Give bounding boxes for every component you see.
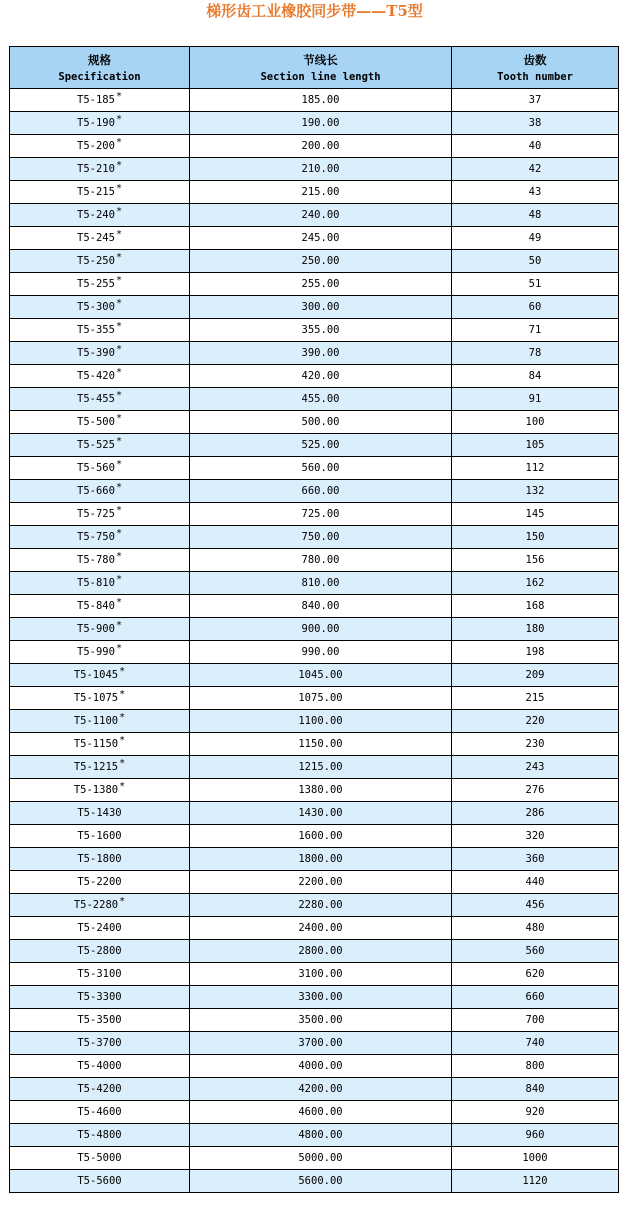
cell-section-line-length: 2400.00: [190, 917, 452, 940]
cell-section-line-length: 210.00: [190, 158, 452, 181]
cell-section-line-length: 3500.00: [190, 1009, 452, 1032]
asterisk-mark: *: [119, 758, 126, 769]
cell-tooth-number: 145: [452, 503, 619, 526]
asterisk-mark: *: [115, 137, 122, 148]
cell-tooth-number: 180: [452, 618, 619, 641]
asterisk-mark: *: [119, 712, 126, 723]
cell-specification: [10, 710, 190, 733]
cell-specification: [10, 894, 190, 917]
spec-value: T5-215: [77, 186, 115, 198]
spec-value: T5-1430: [77, 807, 122, 819]
cell-specification: [10, 204, 190, 227]
cell-section-line-length: 420.00: [190, 365, 452, 388]
asterisk-mark: *: [115, 91, 122, 102]
cell-specification: [10, 250, 190, 273]
asterisk-mark: *: [115, 390, 122, 401]
spec-value: T5-1100: [73, 715, 119, 727]
table-row: [10, 457, 619, 480]
spec-value: T5-185: [77, 94, 115, 106]
cell-specification: [10, 158, 190, 181]
cell-specification: [10, 135, 190, 158]
cell-tooth-number: 920: [452, 1101, 619, 1124]
spec-value: T5-990: [77, 646, 115, 658]
table-row: [10, 848, 619, 871]
spec-value: T5-750: [77, 531, 115, 543]
spec-value: T5-455: [77, 393, 115, 405]
asterisk-mark: *: [115, 643, 122, 654]
table-row: [10, 411, 619, 434]
table-row: [10, 204, 619, 227]
spec-value: T5-1045: [73, 669, 119, 681]
cell-section-line-length: 1380.00: [190, 779, 452, 802]
asterisk-mark: *: [119, 735, 126, 746]
cell-section-line-length: 255.00: [190, 273, 452, 296]
cell-specification: [10, 940, 190, 963]
table-row: [10, 963, 619, 986]
table-header: [10, 47, 619, 89]
asterisk-mark: *: [119, 896, 126, 907]
spec-value: T5-1150: [73, 738, 119, 750]
asterisk-mark: *: [115, 206, 122, 217]
cell-specification: [10, 319, 190, 342]
cell-tooth-number: 243: [452, 756, 619, 779]
header-tooth-number: [452, 47, 619, 89]
cell-specification: [10, 365, 190, 388]
cell-section-line-length: 560.00: [190, 457, 452, 480]
table-row: [10, 641, 619, 664]
asterisk-mark: *: [119, 666, 126, 677]
cell-section-line-length: 5600.00: [190, 1170, 452, 1193]
cell-section-line-length: 240.00: [190, 204, 452, 227]
cell-section-line-length: 3700.00: [190, 1032, 452, 1055]
asterisk-mark: *: [115, 275, 122, 286]
cell-specification: [10, 986, 190, 1009]
cell-section-line-length: 250.00: [190, 250, 452, 273]
spec-value: T5-725: [77, 508, 115, 520]
table-row: [10, 227, 619, 250]
table-row: [10, 1055, 619, 1078]
asterisk-mark: *: [115, 114, 122, 125]
cell-section-line-length: 2800.00: [190, 940, 452, 963]
cell-section-line-length: 185.00: [190, 89, 452, 112]
cell-section-line-length: 1100.00: [190, 710, 452, 733]
spec-value: T5-2280: [73, 899, 119, 911]
spec-value: T5-1380: [73, 784, 119, 796]
header-label-en: Specification: [58, 70, 141, 83]
asterisk-mark: *: [115, 620, 122, 631]
header-label-en: Section line length: [260, 70, 381, 83]
asterisk-mark: *: [115, 160, 122, 171]
cell-specification: [10, 871, 190, 894]
cell-section-line-length: 1150.00: [190, 733, 452, 756]
asterisk-mark: *: [115, 367, 122, 378]
cell-tooth-number: 215: [452, 687, 619, 710]
cell-section-line-length: 355.00: [190, 319, 452, 342]
asterisk-mark: *: [115, 459, 122, 470]
cell-tooth-number: 78: [452, 342, 619, 365]
cell-section-line-length: 500.00: [190, 411, 452, 434]
cell-specification: [10, 825, 190, 848]
table-row: [10, 365, 619, 388]
cell-section-line-length: 990.00: [190, 641, 452, 664]
cell-tooth-number: 209: [452, 664, 619, 687]
table-row: [10, 250, 619, 273]
table-row: [10, 526, 619, 549]
spec-value: T5-5000: [77, 1152, 122, 1164]
cell-tooth-number: 740: [452, 1032, 619, 1055]
cell-specification: [10, 756, 190, 779]
table-row: [10, 664, 619, 687]
cell-section-line-length: 900.00: [190, 618, 452, 641]
cell-tooth-number: 84: [452, 365, 619, 388]
table-row: [10, 1009, 619, 1032]
header-label-zh: 节线长: [303, 52, 338, 67]
cell-section-line-length: 660.00: [190, 480, 452, 503]
spec-value: T5-4200: [77, 1083, 122, 1095]
cell-tooth-number: 840: [452, 1078, 619, 1101]
table-row: [10, 572, 619, 595]
cell-section-line-length: 1075.00: [190, 687, 452, 710]
cell-specification: [10, 296, 190, 319]
cell-tooth-number: 1120: [452, 1170, 619, 1193]
cell-tooth-number: 48: [452, 204, 619, 227]
table-row: [10, 89, 619, 112]
cell-tooth-number: 168: [452, 595, 619, 618]
spec-value: T5-190: [77, 117, 115, 129]
header-section-line-length: [190, 47, 452, 89]
spec-value: T5-3500: [77, 1014, 122, 1026]
cell-specification: [10, 480, 190, 503]
cell-tooth-number: 360: [452, 848, 619, 871]
table-row: [10, 1078, 619, 1101]
cell-specification: [10, 733, 190, 756]
asterisk-mark: *: [115, 436, 122, 447]
spec-value: T5-2400: [77, 922, 122, 934]
asterisk-mark: *: [115, 321, 122, 332]
table-row: [10, 1124, 619, 1147]
cell-tooth-number: 620: [452, 963, 619, 986]
spec-value: T5-900: [77, 623, 115, 635]
cell-specification: [10, 641, 190, 664]
cell-section-line-length: 3300.00: [190, 986, 452, 1009]
cell-specification: [10, 411, 190, 434]
table-row: [10, 273, 619, 296]
asterisk-mark: *: [115, 528, 122, 539]
spec-value: T5-525: [77, 439, 115, 451]
spec-table: [9, 46, 619, 1193]
cell-section-line-length: 840.00: [190, 595, 452, 618]
cell-specification: [10, 1101, 190, 1124]
table-body: [10, 89, 619, 1193]
cell-tooth-number: 456: [452, 894, 619, 917]
cell-specification: [10, 963, 190, 986]
cell-specification: [10, 457, 190, 480]
cell-tooth-number: 480: [452, 917, 619, 940]
table-row: [10, 756, 619, 779]
cell-tooth-number: 800: [452, 1055, 619, 1078]
cell-specification: [10, 503, 190, 526]
table-row: [10, 296, 619, 319]
cell-tooth-number: 1000: [452, 1147, 619, 1170]
spec-value: T5-500: [77, 416, 115, 428]
spec-value: T5-810: [77, 577, 115, 589]
cell-specification: [10, 388, 190, 411]
table-row: [10, 940, 619, 963]
cell-tooth-number: 105: [452, 434, 619, 457]
cell-section-line-length: 2280.00: [190, 894, 452, 917]
table-row: [10, 710, 619, 733]
asterisk-mark: *: [115, 505, 122, 516]
cell-specification: [10, 89, 190, 112]
cell-tooth-number: 37: [452, 89, 619, 112]
asterisk-mark: *: [119, 781, 126, 792]
spec-value: T5-3100: [77, 968, 122, 980]
cell-section-line-length: 4000.00: [190, 1055, 452, 1078]
table-row: [10, 802, 619, 825]
cell-section-line-length: 810.00: [190, 572, 452, 595]
asterisk-mark: *: [115, 597, 122, 608]
table-row: [10, 894, 619, 917]
cell-section-line-length: 525.00: [190, 434, 452, 457]
table-row: [10, 434, 619, 457]
cell-tooth-number: 60: [452, 296, 619, 319]
table-row: [10, 618, 619, 641]
asterisk-mark: *: [115, 413, 122, 424]
table-row: [10, 687, 619, 710]
cell-section-line-length: 390.00: [190, 342, 452, 365]
cell-tooth-number: 440: [452, 871, 619, 894]
cell-tooth-number: 49: [452, 227, 619, 250]
cell-specification: [10, 526, 190, 549]
header-specification: [10, 47, 190, 89]
spec-value: T5-1600: [77, 830, 122, 842]
cell-tooth-number: 220: [452, 710, 619, 733]
cell-section-line-length: 300.00: [190, 296, 452, 319]
cell-tooth-number: 276: [452, 779, 619, 802]
spec-value: T5-1075: [73, 692, 119, 704]
cell-specification: [10, 342, 190, 365]
cell-specification: [10, 1032, 190, 1055]
spec-value: T5-300: [77, 301, 115, 313]
cell-section-line-length: 5000.00: [190, 1147, 452, 1170]
asterisk-mark: *: [115, 252, 122, 263]
header-row: [10, 47, 619, 89]
cell-section-line-length: 1800.00: [190, 848, 452, 871]
cell-specification: [10, 434, 190, 457]
cell-tooth-number: 51: [452, 273, 619, 296]
table-row: [10, 825, 619, 848]
spec-value: T5-1215: [73, 761, 119, 773]
spec-value: T5-560: [77, 462, 115, 474]
table-row: [10, 1170, 619, 1193]
table-row: [10, 733, 619, 756]
cell-section-line-length: 4800.00: [190, 1124, 452, 1147]
asterisk-mark: *: [115, 551, 122, 562]
asterisk-mark: *: [115, 183, 122, 194]
header-label-zh: 规格: [88, 52, 111, 67]
spec-value: T5-255: [77, 278, 115, 290]
cell-section-line-length: 200.00: [190, 135, 452, 158]
table-row: [10, 503, 619, 526]
header-label-en: Tooth number: [497, 70, 573, 83]
spec-value: T5-355: [77, 324, 115, 336]
cell-tooth-number: 560: [452, 940, 619, 963]
cell-section-line-length: 725.00: [190, 503, 452, 526]
spec-value: T5-210: [77, 163, 115, 175]
cell-specification: [10, 802, 190, 825]
cell-specification: [10, 664, 190, 687]
cell-section-line-length: 3100.00: [190, 963, 452, 986]
cell-specification: [10, 1009, 190, 1032]
spec-value: T5-4600: [77, 1106, 122, 1118]
cell-tooth-number: 198: [452, 641, 619, 664]
cell-tooth-number: 320: [452, 825, 619, 848]
cell-specification: [10, 273, 190, 296]
spec-value: T5-4800: [77, 1129, 122, 1141]
table-row: [10, 480, 619, 503]
table-row: [10, 779, 619, 802]
cell-specification: [10, 917, 190, 940]
spec-value: T5-2800: [77, 945, 122, 957]
cell-specification: [10, 687, 190, 710]
cell-tooth-number: 100: [452, 411, 619, 434]
cell-specification: [10, 549, 190, 572]
cell-section-line-length: 2200.00: [190, 871, 452, 894]
cell-tooth-number: 660: [452, 986, 619, 1009]
cell-specification: [10, 618, 190, 641]
cell-section-line-length: 750.00: [190, 526, 452, 549]
cell-specification: [10, 1055, 190, 1078]
cell-tooth-number: 960: [452, 1124, 619, 1147]
cell-specification: [10, 1124, 190, 1147]
table-row: [10, 1147, 619, 1170]
cell-tooth-number: 162: [452, 572, 619, 595]
cell-section-line-length: 215.00: [190, 181, 452, 204]
cell-specification: [10, 572, 190, 595]
cell-section-line-length: 1045.00: [190, 664, 452, 687]
table-row: [10, 1032, 619, 1055]
cell-tooth-number: 42: [452, 158, 619, 181]
table-row: [10, 549, 619, 572]
page-title: 梯形齿工业橡胶同步带——T5型: [206, 2, 423, 20]
cell-section-line-length: 1430.00: [190, 802, 452, 825]
cell-section-line-length: 4200.00: [190, 1078, 452, 1101]
table-row: [10, 388, 619, 411]
cell-section-line-length: 455.00: [190, 388, 452, 411]
asterisk-mark: *: [115, 298, 122, 309]
cell-section-line-length: 190.00: [190, 112, 452, 135]
spec-value: T5-245: [77, 232, 115, 244]
cell-tooth-number: 700: [452, 1009, 619, 1032]
cell-section-line-length: 1600.00: [190, 825, 452, 848]
spec-value: T5-2200: [77, 876, 122, 888]
cell-tooth-number: 230: [452, 733, 619, 756]
cell-tooth-number: 38: [452, 112, 619, 135]
cell-section-line-length: 245.00: [190, 227, 452, 250]
spec-value: T5-240: [77, 209, 115, 221]
cell-tooth-number: 71: [452, 319, 619, 342]
cell-tooth-number: 112: [452, 457, 619, 480]
table-row: [10, 112, 619, 135]
cell-specification: [10, 1147, 190, 1170]
cell-specification: [10, 1078, 190, 1101]
cell-specification: [10, 848, 190, 871]
cell-specification: [10, 595, 190, 618]
spec-value: T5-4000: [77, 1060, 122, 1072]
table-row: [10, 158, 619, 181]
table-row: [10, 342, 619, 365]
spec-value: T5-250: [77, 255, 115, 267]
table-row: [10, 986, 619, 1009]
cell-specification: [10, 1170, 190, 1193]
cell-specification: [10, 227, 190, 250]
cell-specification: [10, 112, 190, 135]
asterisk-mark: *: [115, 229, 122, 240]
cell-tooth-number: 156: [452, 549, 619, 572]
cell-specification: [10, 181, 190, 204]
asterisk-mark: *: [119, 689, 126, 700]
spec-value: T5-3700: [77, 1037, 122, 1049]
table-row: [10, 319, 619, 342]
cell-tooth-number: 43: [452, 181, 619, 204]
table-row: [10, 871, 619, 894]
table-row: [10, 595, 619, 618]
cell-specification: [10, 779, 190, 802]
spec-value: T5-200: [77, 140, 115, 152]
asterisk-mark: *: [115, 482, 122, 493]
table-row: [10, 181, 619, 204]
spec-value: T5-780: [77, 554, 115, 566]
spec-value: T5-3300: [77, 991, 122, 1003]
cell-tooth-number: 40: [452, 135, 619, 158]
cell-section-line-length: 1215.00: [190, 756, 452, 779]
table-row: [10, 135, 619, 158]
header-label-zh: 齿数: [523, 52, 547, 67]
spec-value: T5-5600: [77, 1175, 122, 1187]
table-row: [10, 1101, 619, 1124]
asterisk-mark: *: [115, 344, 122, 355]
cell-tooth-number: 286: [452, 802, 619, 825]
spec-value: T5-390: [77, 347, 115, 359]
cell-tooth-number: 150: [452, 526, 619, 549]
spec-value: T5-660: [77, 485, 115, 497]
asterisk-mark: *: [115, 574, 122, 585]
spec-value: T5-840: [77, 600, 115, 612]
cell-tooth-number: 91: [452, 388, 619, 411]
table-row: [10, 917, 619, 940]
cell-section-line-length: 4600.00: [190, 1101, 452, 1124]
cell-tooth-number: 50: [452, 250, 619, 273]
spec-value: T5-1800: [77, 853, 122, 865]
cell-section-line-length: 780.00: [190, 549, 452, 572]
spec-value: T5-420: [77, 370, 115, 382]
cell-tooth-number: 132: [452, 480, 619, 503]
